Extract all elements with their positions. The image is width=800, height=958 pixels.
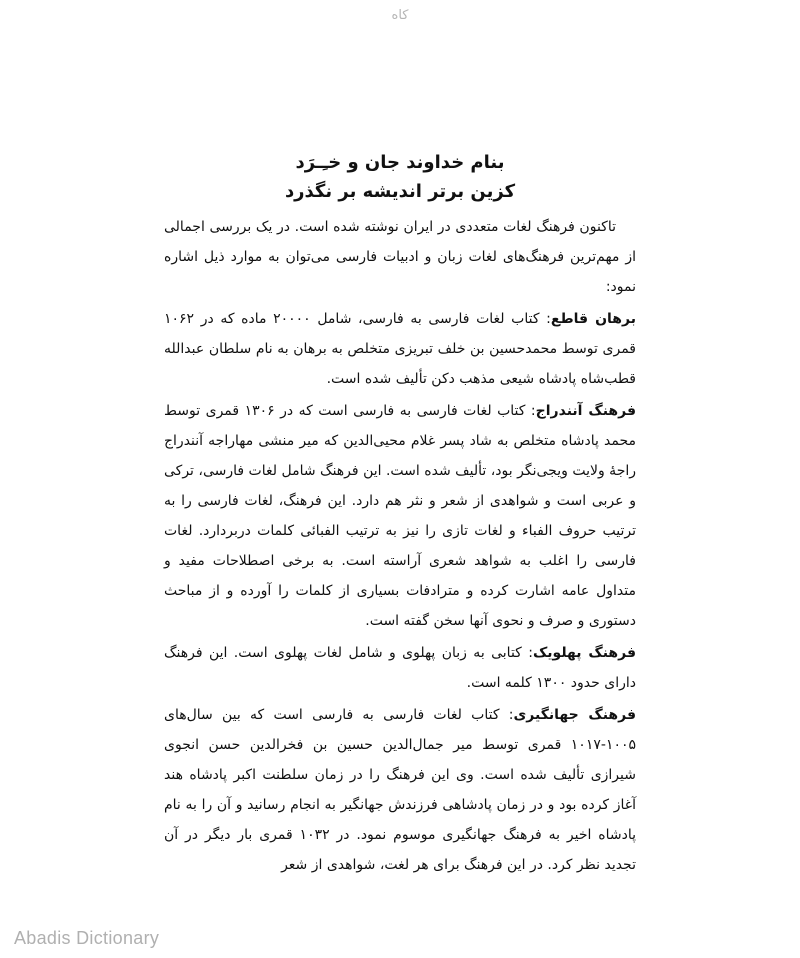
entry-term: فرهنگ جهانگیری xyxy=(513,707,636,723)
entry-text: : کتاب لغات فارسی به فارسی است که در ۱۳۰۶ قمری توسط محمد پادشاه متخلص به شاد پسر غلام محیی‌الدین که میر منشی مهاراجه آنندراج راجهٔ ولایت ویجی‌نگر بود، تألیف شده است. این فرهنگ شامل لغات فارسی، ترکی و عربی است و شواهدی از شعر و نثر هم دارد. این فرهنگ، لغات فارسی را به ترتیب حروف الفباء و لغات تازی را نیز به ترتیب الفبائی کلمات دربردارد. لغات فارسی را اغلب به شواهد شعری آراسته است. به برخی اصطلاحات مفید و متداول عامه اشارت کرده و مترادفات بسیاری از کلمات را آورده و از مباحث دستوری و صرف و نحوی آنها سخن گفته است. xyxy=(164,403,636,629)
entry-paragraph xyxy=(164,396,636,636)
entry-text: : کتاب لغات فارسی به فارسی است که بین سال‌های ۱۰۰۵-۱۰۱۷ قمری توسط میر جمال‌الدین حسین بن فخرالدین حسن انجوی شیرازی تألیف شده است. وی این فرهنگ را در زمان سلطنت اکبر پادشاه هند آغاز کرده بود و در زمان پادشاهی فرزندش جهانگیر به انجام رسانید و آن را به نام پادشاه اخیر به فرهنگ جهانگیری موسوم نمود. در ۱۰۳۲ قمری بار دیگر در آن تجدید نظر کرد. در این فرهنگ برای هر لغت، شواهدی از شعر xyxy=(164,707,637,873)
intro-paragraph: تاکنون فرهنگ لغات متعددی در ایران نوشته شده است. در یک بررسی اجمالی از مهم‌ترین فرهنگ‌های لغات زبان و ادبیات فارسی می‌توان به موارد ذیل اشاره نمود: xyxy=(164,219,636,295)
entry-paragraph xyxy=(164,700,636,880)
page-header-text: کاه xyxy=(391,8,409,23)
entry-term: برهان قاطع xyxy=(550,311,636,327)
poem-heading xyxy=(0,148,800,206)
entry-paragraph xyxy=(164,638,636,698)
entry-term: فرهنگ پهلویک xyxy=(532,645,637,661)
entry-term: فرهنگ آنندراج xyxy=(535,403,636,419)
watermark-text: Abadis Dictionary xyxy=(14,928,160,948)
entry-text: : کتاب لغات فارسی به فارسی، شامل ۲۰۰۰۰ ماده که در ۱۰۶۲ قمری توسط محمدحسین بن خلف تبریزی متخلص به برهان به نام سلطان عبدالله قطب‌شاه پادشاه شیعی مذهب دکن تألیف شده است. xyxy=(164,311,636,387)
entry-paragraph xyxy=(164,304,636,394)
poem-line-2: کزین برتر اندیشه بر نگذرد xyxy=(284,181,516,202)
article-body xyxy=(164,212,636,882)
poem-line-1: بنام خداوند جان و خـِـرَد xyxy=(295,152,505,173)
entry-text: : کتابی به زبان پهلوی و شامل لغات پهلوی است. این فرهنگ دارای حدود ۱۳۰۰ کلمه است. xyxy=(164,645,636,691)
